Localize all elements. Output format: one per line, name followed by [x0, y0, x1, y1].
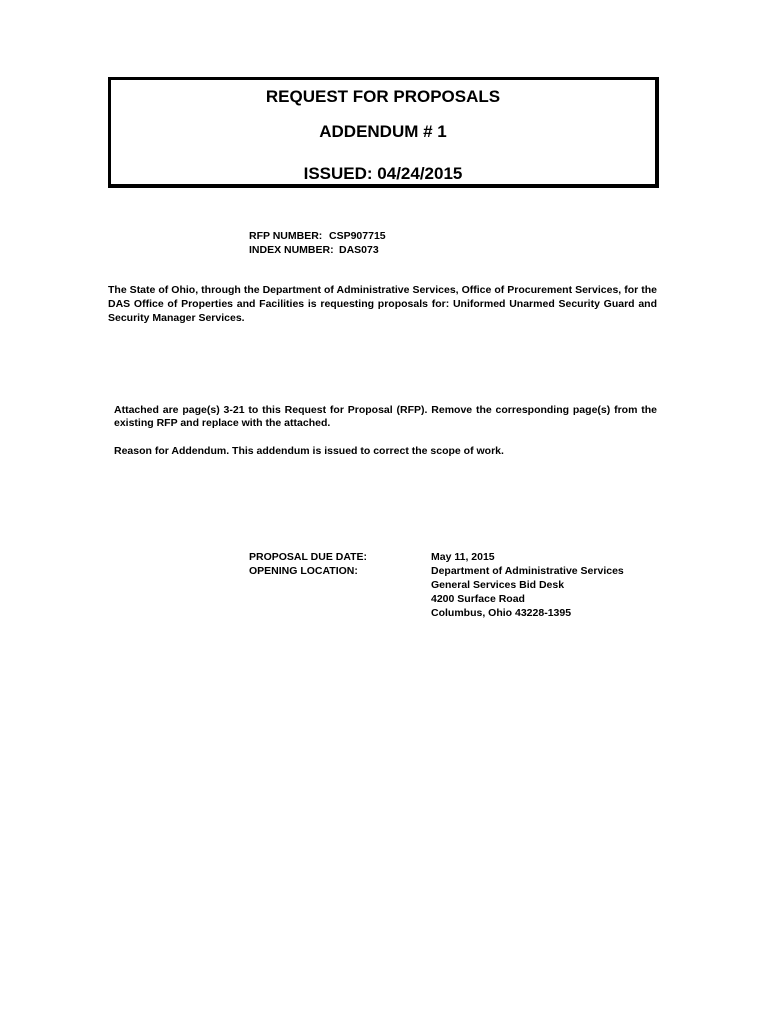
- attached-paragraph: Attached are page(s) 3-21 to this Request for Proposal (RFP). Remove the corresponding page(s) from the existing RFP and replace with the attached.: [114, 404, 657, 429]
- rfp-info: [249, 229, 386, 257]
- proposal-due-date-label: PROPOSAL DUE DATE:: [249, 551, 368, 563]
- document-title: REQUEST FOR PROPOSALS: [265, 87, 501, 106]
- index-number-value: DAS073: [339, 244, 379, 256]
- proposal-labels: [249, 550, 367, 578]
- location-line: General Services Bid Desk: [431, 579, 565, 591]
- opening-location-label: OPENING LOCATION:: [249, 565, 358, 577]
- intro-paragraph: The State of Ohio, through the Department of Administrative Services, Office of Procurement Services, for the DAS Office of Properties and Facilities is requesting proposals for: Uniformed Unarmed Security Guard and Security Manager Services.: [108, 284, 657, 324]
- reason-paragraph: Reason for Addendum. This addendum is issued to correct the scope of work.: [114, 445, 504, 457]
- issued-date: ISSUED: 04/24/2015: [303, 164, 463, 183]
- index-number-label: INDEX NUMBER:: [249, 244, 334, 256]
- proposal-values: [431, 550, 624, 620]
- rfp-number-label: RFP NUMBER:: [249, 230, 323, 242]
- location-line: Department of Administrative Services: [431, 565, 624, 577]
- location-line: 4200 Surface Road: [431, 593, 525, 605]
- title-box: [108, 77, 659, 188]
- location-line: Columbus, Ohio 43228-1395: [431, 607, 572, 619]
- rfp-number-value: CSP907715: [329, 230, 386, 242]
- proposal-due-date-value: May 11, 2015: [431, 551, 495, 563]
- addendum-number: ADDENDUM # 1: [319, 122, 447, 141]
